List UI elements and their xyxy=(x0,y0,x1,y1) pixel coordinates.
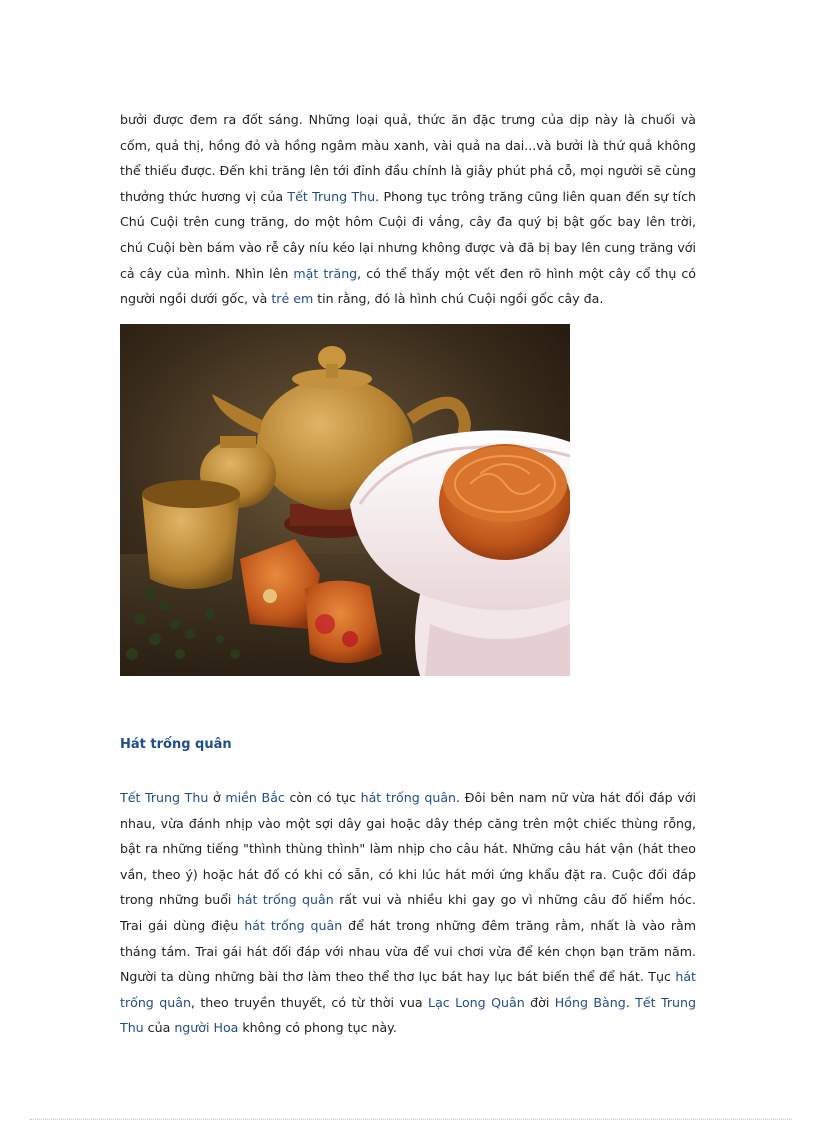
inline-link[interactable]: hát trống quân xyxy=(360,790,457,805)
inline-link[interactable]: trẻ em xyxy=(271,291,314,307)
paragraph-moon-viewing xyxy=(120,107,696,312)
paragraph-text: không có phong tục này. xyxy=(238,1020,397,1036)
paragraph-text: . Đôi bên nam nữ vừa hát đối đáp với nhau, vừa đánh nhịp vào một sợi dây gai hoặc dây thép căng trên một chiếc thùng rỗng, bật ra những tiếng "thình thùng thình" làm nhịp cho câu hát. Những câu hát vận (hát theo vần, theo ý) hoặc hát đố có khi có sẵn, có khi lúc hát mới ứng khẩu đặt ra. Cuộc đối đáp trong những buổi xyxy=(120,790,697,908)
paragraph-text: đời xyxy=(524,994,555,1010)
inline-link[interactable]: Tết Trung Thu xyxy=(120,790,209,805)
paragraph-text: rất vui và nhiều khi gay go vì những câu đố hiểm hóc. Trai gái dùng điệu xyxy=(120,892,696,933)
paragraph-text: tin rằng, đó là hình chú Cuội ngồi gốc cây đa. xyxy=(313,291,604,307)
inline-link[interactable]: Tết Trung Thu xyxy=(287,188,376,204)
paragraph-text: của xyxy=(143,1020,175,1036)
paragraph-text: . Phong tục trông trăng cũng liên quan đến sự tích Chú Cuội trên cung trăng, do một hôm Cuội đi vắng, cây đa quý bị bật gốc bay lên trời, chú Cuội bèn bám vào rễ cây níu kéo lại nhưng không được và đã bị bay lên cung trăng với cả cây của mình. Nhìn lên xyxy=(120,188,696,281)
inline-link[interactable]: hát trống quân xyxy=(236,892,334,908)
paragraph-text: , theo truyền thuyết, có từ thời vua xyxy=(190,994,429,1010)
paragraph-trong-quan xyxy=(120,785,696,1041)
paragraph-text: bưởi được đem ra đốt sáng. Những loại quả, thức ăn đặc trưng của dịp này là chuối và cốm, quả thị, hồng đỏ và hồng ngâm màu xanh, vài quả na dai...và bưởi là thứ quả không thể thiếu được. Đến khi trăng lên tới đỉnh đầu chính là giây phút phá cỗ, mọi người sẽ cùng thưởng thức hương vị của xyxy=(120,112,696,204)
inline-link[interactable]: mặt trăng xyxy=(293,265,358,281)
page-bottom-divider xyxy=(30,1119,792,1120)
inline-link[interactable]: Tết Trung Thu xyxy=(120,994,696,1036)
paragraph-text: ở xyxy=(208,790,226,805)
paragraph-text: để hát trong những đêm trăng rằm, nhất là vào rằm tháng tám. Trai gái hát đối đáp với nhau vừa để vui chơi vừa để kén chọn bạn trăm năm. Người ta dùng những bài thơ làm theo thể thơ lục bát hay lục bát biến thể để hát. Tục xyxy=(120,917,697,985)
inline-link[interactable]: Hồng Bàng xyxy=(554,994,626,1010)
inline-link[interactable]: hát trống quân xyxy=(120,969,696,1010)
section-heading: Hát trống quân xyxy=(120,737,232,752)
inline-link[interactable]: miền Bắc xyxy=(225,790,285,805)
inline-link[interactable]: hát trống quân xyxy=(244,917,343,933)
paragraph-text: , có thể thấy một vết đen rõ hình một cây cổ thụ có người ngồi dưới gốc, và xyxy=(120,265,696,307)
paragraph-text: còn có tục xyxy=(284,790,361,805)
inline-link[interactable]: người Hoa xyxy=(174,1020,239,1036)
mooncake-teapot-photo xyxy=(120,324,570,676)
paragraph-text: . xyxy=(625,994,636,1010)
inline-link[interactable]: Lạc Long Quân xyxy=(428,994,525,1010)
